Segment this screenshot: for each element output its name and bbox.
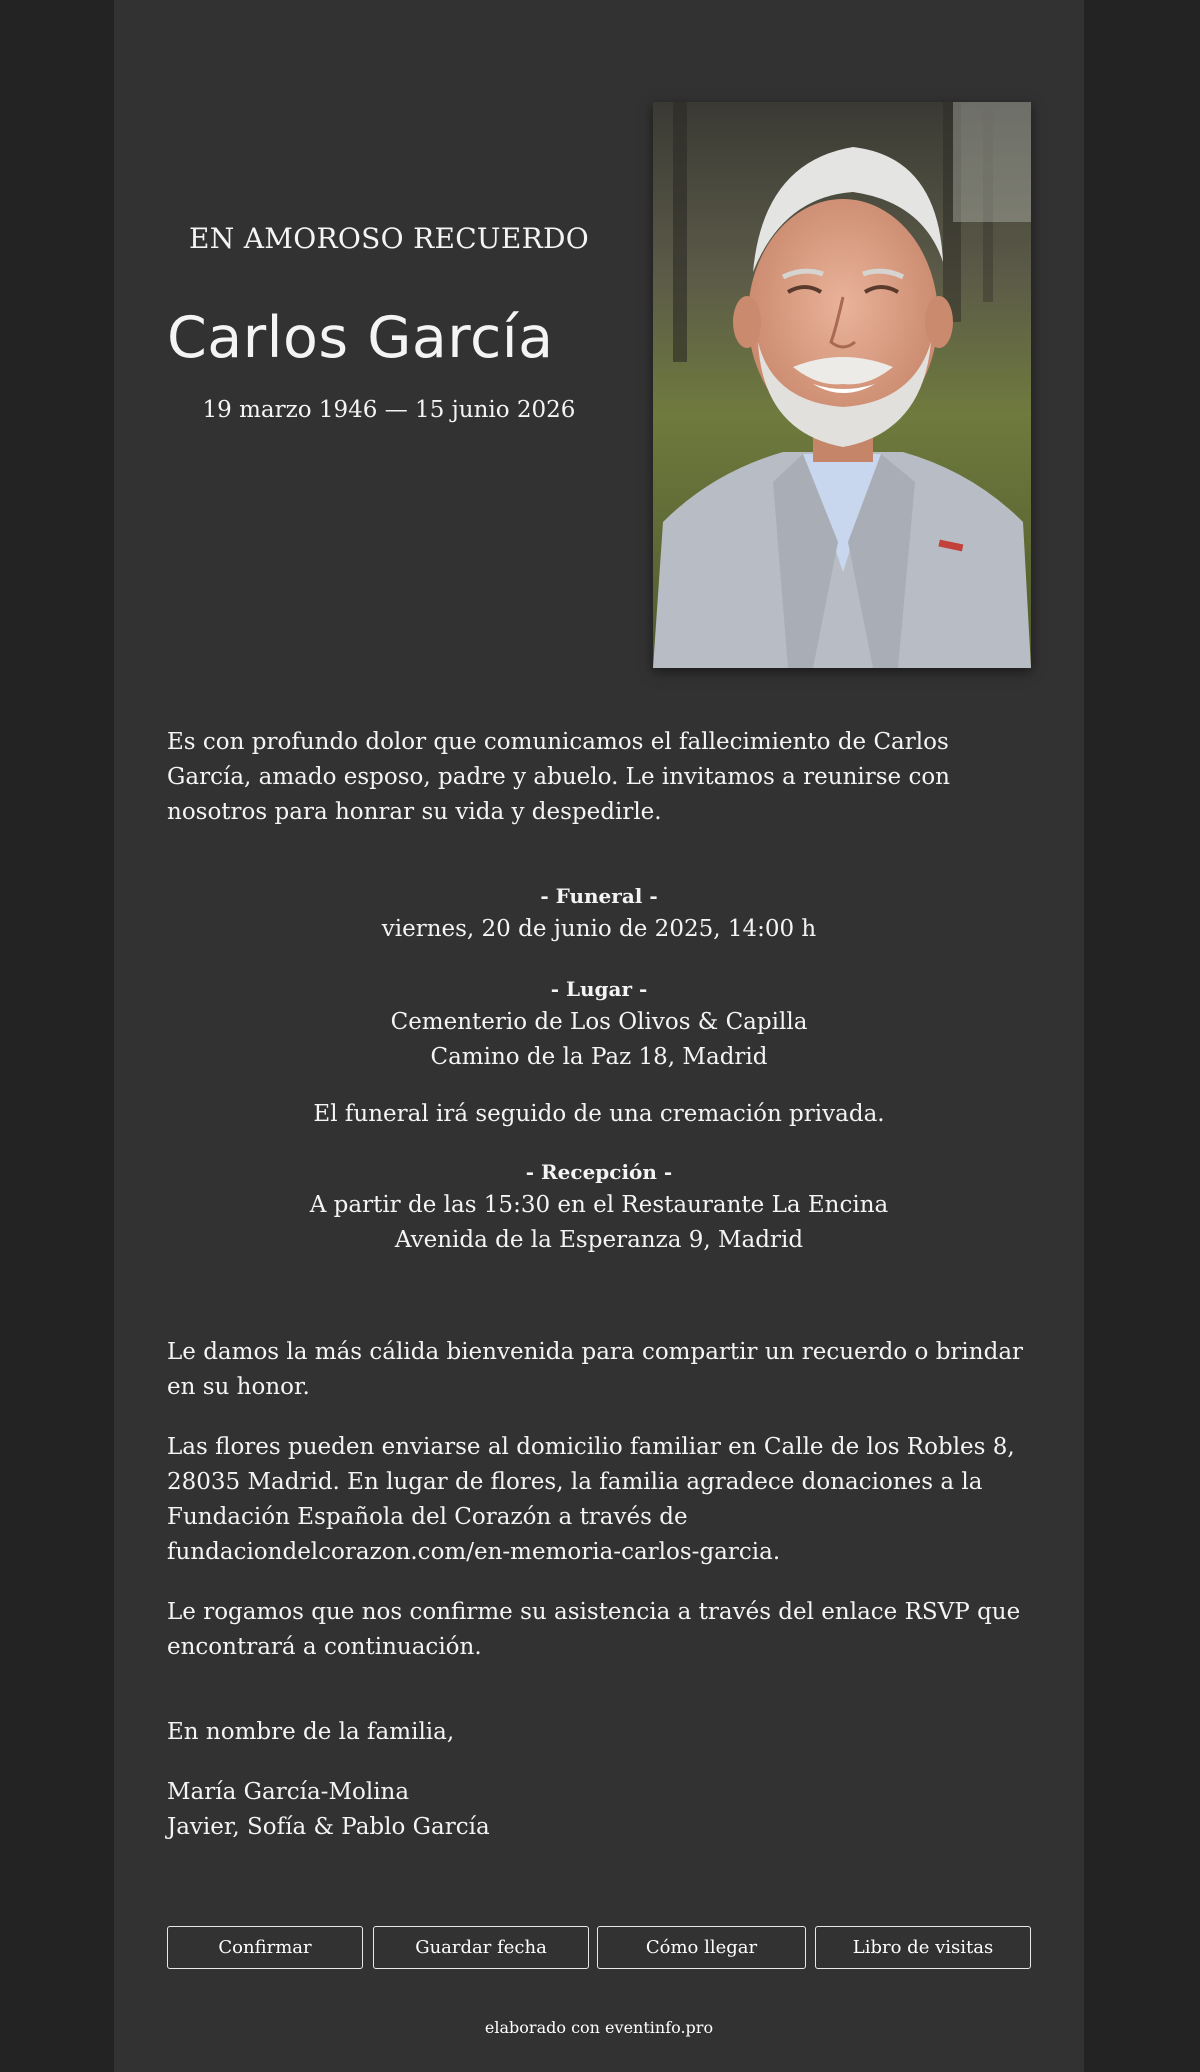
flowers-paragraph: Las flores pueden enviarse al domicilio familiar en Calle de los Robles 8, 28035 Madrid. En lugar de flores, la familia agradece donaciones a la Fundación Española del Corazón a través de fundaciondelcorazon.com/en-memoria-carlos-garcia.: [167, 1434, 1015, 1565]
rsvp-paragraph: Le rogamos que nos confirme su asistencia a través del enlace RSVP que encontrará a continuación.: [167, 1599, 1021, 1660]
location-heading: - Lugar -: [550, 977, 648, 1001]
funeral-heading: - Funeral -: [540, 884, 658, 908]
signoff-intro: En nombre de la familia,: [167, 1719, 455, 1745]
save-date-button[interactable]: Guardar fecha: [373, 1926, 589, 1969]
footer-credit[interactable]: elaborado con eventinfo.pro: [484, 2018, 714, 2037]
family-signoff: [167, 1715, 1037, 1845]
location-name: Cementerio de Los Olivos & Capilla: [390, 1009, 808, 1035]
life-dates: 19 marzo 1946 — 15 junio 2026: [202, 397, 576, 423]
eyebrow-title: EN AMOROSO RECUERDO: [189, 222, 589, 255]
intro-paragraph: Es con profundo dolor que comunicamos el fallecimiento de Carlos García, amado esposo, padre y abuelo. Le invitamos a reunirse con nosotros para honrar su vida y despedirle.: [167, 729, 950, 825]
funeral-datetime: viernes, 20 de junio de 2025, 14:00 h: [381, 916, 817, 942]
event-details: [167, 880, 1031, 1258]
guestbook-button[interactable]: Libro de visitas: [815, 1926, 1031, 1969]
memorial-card: [114, 0, 1084, 2072]
signoff-name-2: Javier, Sofía & Pablo García: [167, 1814, 490, 1840]
info-paragraphs: [167, 1335, 1037, 1690]
signoff-name-1: María García-Molina: [167, 1779, 410, 1805]
confirm-button[interactable]: Confirmar: [167, 1926, 363, 1969]
directions-button[interactable]: Cómo llegar: [597, 1926, 806, 1969]
welcome-paragraph: Le damos la más cálida bienvenida para compartir un recuerdo o brindar en su honor.: [167, 1339, 1024, 1400]
portrait-photo: [653, 102, 1031, 668]
deceased-name: Carlos García: [167, 305, 554, 371]
cremation-note: El funeral irá seguido de una cremación privada.: [313, 1101, 885, 1127]
reception-address: Avenida de la Esperanza 9, Madrid: [394, 1227, 804, 1253]
location-address: Camino de la Paz 18, Madrid: [430, 1044, 768, 1070]
reception-time: A partir de las 15:30 en el Restaurante La Encina: [309, 1192, 889, 1218]
reception-heading: - Recepción -: [525, 1160, 673, 1184]
